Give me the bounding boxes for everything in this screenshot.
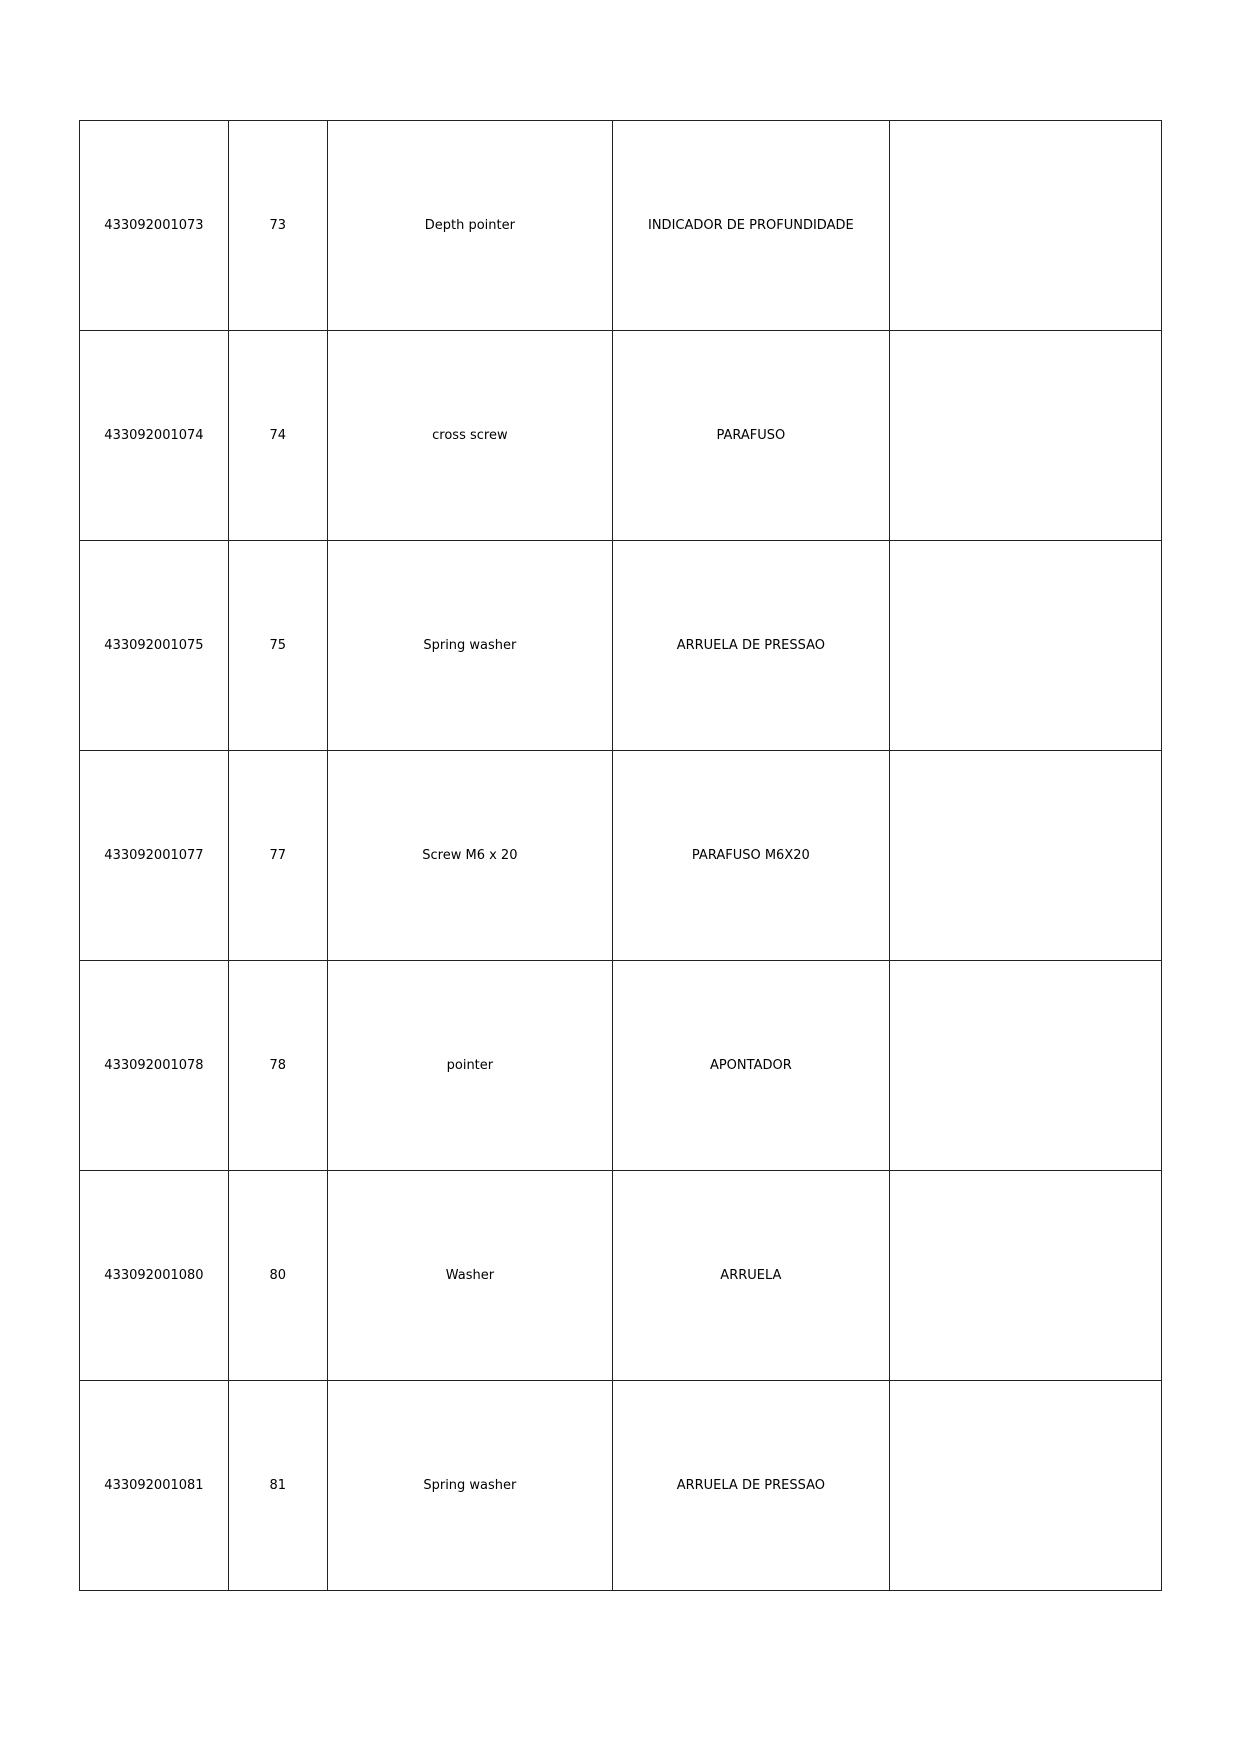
part-code-cell: 433092001073 — [80, 121, 229, 331]
table-row — [80, 751, 1162, 961]
part-code-cell: 433092001077 — [80, 751, 229, 961]
table-row — [80, 961, 1162, 1171]
item-number-cell: 81 — [228, 1381, 327, 1591]
description-en-cell: Washer — [327, 1171, 612, 1381]
part-code-cell: 433092001075 — [80, 541, 229, 751]
description-pt-cell: ARRUELA DE PRESSAO — [613, 541, 890, 751]
description-en-cell: Spring washer — [327, 1381, 612, 1591]
description-pt-cell: PARAFUSO — [613, 331, 890, 541]
empty-cell — [889, 961, 1161, 1171]
part-code-cell: 433092001078 — [80, 961, 229, 1171]
table-row — [80, 121, 1162, 331]
table-row — [80, 331, 1162, 541]
description-pt-cell: ARRUELA DE PRESSAO — [613, 1381, 890, 1591]
table-row — [80, 541, 1162, 751]
empty-cell — [889, 1171, 1161, 1381]
empty-cell — [889, 541, 1161, 751]
empty-cell — [889, 1381, 1161, 1591]
description-pt-cell: APONTADOR — [613, 961, 890, 1171]
description-en-cell: Screw M6 x 20 — [327, 751, 612, 961]
table-row — [80, 1381, 1162, 1591]
item-number-cell: 77 — [228, 751, 327, 961]
item-number-cell: 75 — [228, 541, 327, 751]
empty-cell — [889, 331, 1161, 541]
item-number-cell: 74 — [228, 331, 327, 541]
description-pt-cell: ARRUELA — [613, 1171, 890, 1381]
empty-cell — [889, 751, 1161, 961]
description-en-cell: Spring washer — [327, 541, 612, 751]
part-code-cell: 433092001080 — [80, 1171, 229, 1381]
description-en-cell: cross screw — [327, 331, 612, 541]
description-en-cell: Depth pointer — [327, 121, 612, 331]
item-number-cell: 80 — [228, 1171, 327, 1381]
description-en-cell: pointer — [327, 961, 612, 1171]
empty-cell — [889, 121, 1161, 331]
part-code-cell: 433092001074 — [80, 331, 229, 541]
description-pt-cell: PARAFUSO M6X20 — [613, 751, 890, 961]
description-pt-cell: INDICADOR DE PROFUNDIDADE — [613, 121, 890, 331]
table-row — [80, 1171, 1162, 1381]
item-number-cell: 78 — [228, 961, 327, 1171]
item-number-cell: 73 — [228, 121, 327, 331]
part-code-cell: 433092001081 — [80, 1381, 229, 1591]
parts-table — [79, 120, 1162, 1591]
